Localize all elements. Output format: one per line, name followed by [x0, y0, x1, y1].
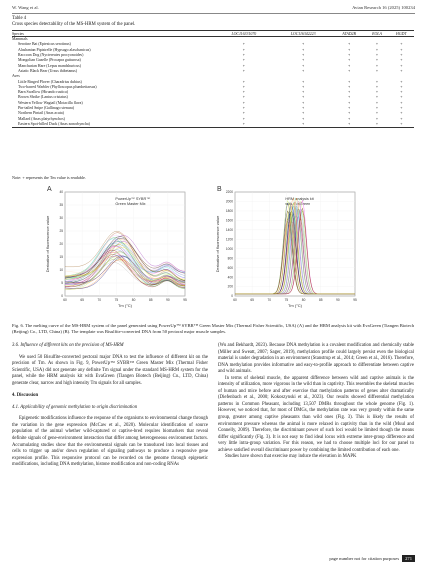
x-tick-label: 95: [183, 298, 187, 302]
detectability-cell: +: [347, 79, 351, 84]
running-header-authors: W. Wang et al.: [12, 5, 39, 10]
right-text-column: [218, 343, 414, 461]
detectability-cell: +: [400, 42, 403, 47]
detectability-cell: +: [242, 95, 245, 100]
species-name-cell: Manchurian Hare (Lepus mandshuricus): [18, 63, 81, 68]
panel-letter: A: [47, 186, 52, 193]
detectability-cell: +: [302, 68, 305, 73]
x-tick-label: 60: [63, 298, 67, 302]
detectability-cell: +: [375, 100, 379, 105]
table-caption: Cross species detectability of the MS-HRM system of the panel.: [12, 22, 136, 27]
page-footer: [329, 555, 415, 562]
detectability-cell: +: [273, 122, 332, 128]
detectability-cell: +: [347, 84, 351, 89]
detectability-cell: +: [242, 84, 245, 89]
paragraph: We used 50 Bisulfite-converted pectoral major DNA to test the influence of different kit on the precision of Tm. As shown in Fig. 9, PowerUp™ SYBR™ Green Master Mix (Thermal Fisher Scientific, USA) did not generate any definite Tm signal under the standard MS-HRM system for the panel, while the HRM analysis kit with EvaGreen (Tiangen Biotech (Beijing) Co., LTD, China) generate clear, narrow and high intensity Tm signals for all samples.: [12, 354, 208, 386]
y-tick-label: 0: [61, 294, 63, 299]
x-tick-label: 60: [233, 298, 237, 302]
y-tick-label: 2000: [225, 199, 233, 204]
detectability-cell: +: [375, 79, 379, 84]
detectability-cell: +: [242, 116, 245, 121]
page-number: 271: [402, 555, 415, 562]
detectability-cell: +: [400, 53, 403, 58]
left-text-column: [12, 343, 208, 469]
header-rule: [12, 13, 415, 14]
detectability-cell: +: [347, 95, 351, 100]
detectability-cell: +: [375, 47, 379, 52]
species-name-cell: Asiatic Black Bear (Ursus thibetanus): [18, 68, 77, 73]
legend-text: with EvaGreen: [285, 202, 311, 206]
table-header-cell: HGDT: [389, 31, 414, 37]
table-group-label: Mammals: [12, 37, 28, 42]
detectability-cell: +: [347, 116, 351, 121]
paragraph: (Wu and Bekhardt, 2023). Because DNA methylation is a covalent modification and chemically stable (Miller and Sweatt, 2007; Sager, 2019), methylation profile could largely persist even the biological material is under degradation in an environment (Stanstrup et al., 2014; Green et al., 2016). Therefore, DNA methylation provides informative and easy-to-profile approach to differentiate between captive and wild animals.: [218, 343, 414, 375]
detectability-cell: +: [302, 95, 305, 100]
y-tick-label: 2200: [225, 190, 233, 195]
species-name-cell: Mallard (Anas platyrhynchos): [18, 116, 65, 121]
x-tick-label: 70: [267, 298, 272, 302]
detectability-cell: +: [375, 111, 379, 116]
y-axis-label: Derivative of fluorescence value: [45, 215, 50, 273]
x-tick-label: 90: [336, 298, 340, 302]
detectability-cell: +: [347, 90, 351, 95]
detectability-cell: +: [375, 106, 379, 111]
x-tick-label: 85: [318, 298, 323, 302]
panel-letter: B: [217, 186, 222, 193]
y-tick-label: 10: [59, 268, 63, 273]
legend-text: PowerUp™ SYBR™: [115, 197, 151, 201]
detectability-cell: +: [242, 63, 245, 68]
paragraph: Studies have shown that exercise may induce the elevation in MAPK: [225, 454, 357, 460]
detectability-cell: +: [400, 58, 403, 63]
detectability-cell: +: [347, 58, 351, 63]
x-axis-label: Tm (°C): [117, 303, 133, 308]
detectability-cell: +: [400, 116, 403, 121]
detectability-cell: +: [375, 116, 379, 121]
melting-curve-figure: [45, 186, 385, 321]
detectability-cell: +: [302, 47, 305, 52]
detectability-cell: +: [347, 63, 351, 68]
detectability-cell: +: [347, 53, 351, 58]
detectability-cell: +: [375, 58, 379, 63]
section-heading-4-1: 4.1. Applicability of genomic methylation to origin discrimination: [12, 404, 138, 410]
y-tick-label: 15: [59, 255, 63, 260]
species-name-cell: Two-barred Warbler (Phylloscopus plumbeitarsus): [18, 84, 97, 89]
table-number: Table 4: [12, 16, 27, 21]
x-axis-label: Tm (°C): [287, 303, 303, 308]
y-axis-label: Derivative of fluorescence value: [215, 215, 220, 273]
species-name-cell: Alashanian Pipistrelle (Hypsugo alaschanicus): [18, 47, 91, 52]
x-tick-label: 80: [301, 298, 306, 302]
detectability-cell: +: [400, 47, 403, 52]
y-tick-label: 1000: [225, 246, 233, 251]
table-header-cell: ATAD2B: [333, 31, 366, 37]
y-tick-label: 1800: [225, 209, 233, 214]
detectability-cell: +: [400, 106, 403, 111]
detectability-cell: +: [302, 53, 305, 58]
detectability-cell: +: [389, 122, 414, 128]
detectability-cell: +: [375, 68, 379, 73]
running-header-journal: Avian Research 16 (2025) 100234: [352, 5, 415, 10]
x-tick-label: 90: [166, 298, 170, 302]
x-tick-label: 65: [80, 298, 84, 302]
detectability-cell: +: [214, 122, 273, 128]
y-tick-label: 1400: [225, 228, 233, 233]
y-tick-label: 20: [59, 242, 63, 247]
detectability-cell: +: [365, 122, 388, 128]
detectability-cell: +: [302, 84, 305, 89]
table-row: [12, 122, 414, 128]
detectability-cell: +: [242, 47, 245, 52]
species-name-cell: Barn Swallow (Hirundo rustica): [18, 90, 69, 95]
table-header-cell: Species: [12, 31, 214, 37]
detectability-cell: +: [242, 90, 245, 95]
y-tick-label: 30: [59, 216, 63, 221]
detectability-cell: +: [242, 106, 245, 111]
detectability-cell: +: [302, 100, 305, 105]
section-heading-3-6: 3.6. Influence of different kits on the precision of MS-HRM: [12, 343, 124, 348]
detectability-cell: +: [302, 58, 305, 63]
paragraph: Epigenetic modifications influence the response of the organisms to environmental change through the variation in the gene expression (McCaw et al., 2020). Molecular identification of source population of the animal whether wild-captured or captive-bred requires biomarkers that reveal definite signals of gene-environment interaction that differ among heterogeneous environment factors. Accumulating studies show that the environmental signals can be transduced into local tissues and cells to trigger up and/or down regulation of signaling pathways to produce a responsive gene expression profile. This responsive protocol can be recorded on the genome through epigenetic modifications, including DNA methylation, histone modification and non-coding RNAs: [12, 416, 208, 468]
table-title: [12, 16, 135, 28]
legend-text: HRM analysis kit: [285, 197, 314, 201]
detectability-cell: +: [242, 53, 245, 58]
paragraph: In terms of skeletal muscle, the apparent difference between wild and captive animals is the intensity of utilization, more vigorous in the wild than in captivity. This resembles the skeletal muscles of human and mice before and after exercise that methylation patterns of genes alter dramatically (Diefenbach et al., 2000; Kokoszynski et al., 2023). Our results showed differential methylation patterns in Common Pheasant, including 13,507 DMRs throughout the whole genome (Fig. 1). However, we noticed that, for most of DMGs, the methylation rate was very greatly within the same group, greater among captive pheasants than wild ones (Fig. 3). This is likely the results of environment pressure whereas the animal is more relaxed in captivity than in the wild (Muul and Connelly, 2009). Therefore, the discriminant power of such loci would be limited though the means differ significantly (Fig. 3). It is not easy to find ideal locus with extreme inter-group difference and very little intra-group variation. For this reason, we had to choose multiple loci for our panel to achieve satisfied overall discriminant power by combining the limited contribution of each one.: [218, 375, 414, 453]
species-name-cell: Northern Pintail (Anas acuta): [18, 111, 64, 116]
detectability-cell: +: [347, 111, 351, 116]
x-tick-label: 70: [97, 298, 102, 302]
detectability-cell: +: [302, 79, 305, 84]
detectability-cell: +: [242, 111, 245, 116]
detectability-cell: +: [242, 68, 245, 73]
detectability-cell: +: [375, 63, 379, 68]
y-tick-label: 0: [231, 294, 233, 299]
detectability-cell: +: [302, 63, 305, 68]
y-tick-label: 200: [227, 284, 233, 289]
detectability-cell: +: [375, 53, 379, 58]
species-table: [12, 30, 414, 128]
detectability-cell: +: [302, 111, 305, 116]
y-tick-label: 600: [227, 265, 233, 270]
detectability-cell: +: [347, 47, 351, 52]
table-header-cell: LOC116342223: [273, 31, 332, 37]
detectability-cell: +: [400, 63, 403, 68]
detectability-cell: +: [302, 106, 305, 111]
detectability-cell: +: [400, 100, 403, 105]
species-name-cell: Brown Shrike (Lanius cristatus): [18, 95, 68, 100]
table-group-label: Aves: [12, 74, 20, 79]
species-name-cell: Raccoon Dog (Nyctereutes procyonoides): [18, 53, 84, 58]
y-tick-label: 40: [59, 190, 63, 195]
table-header-cell: LOC116331070: [214, 31, 273, 37]
x-tick-label: 85: [148, 298, 153, 302]
detectability-cell: +: [347, 42, 351, 47]
detectability-cell: +: [400, 95, 403, 100]
detectability-cell: +: [375, 42, 379, 47]
y-tick-label: 1200: [225, 237, 233, 242]
x-tick-label: 75: [114, 298, 119, 302]
detectability-cell: +: [242, 58, 245, 63]
detectability-cell: +: [375, 95, 379, 100]
y-tick-label: 400: [227, 275, 233, 280]
table-header-cell: EOLA: [365, 31, 388, 37]
detectability-cell: +: [242, 100, 245, 105]
figure-6: [45, 186, 385, 326]
species-name-cell: Mongolian Gazelle (Procapra gutturosa): [18, 58, 81, 63]
x-tick-label: 75: [284, 298, 289, 302]
y-tick-label: 25: [59, 229, 63, 234]
detectability-cell: +: [400, 84, 403, 89]
species-name-cell: Western Yellow Wagtail (Motacilla flava): [18, 100, 83, 105]
y-tick-label: 35: [59, 203, 63, 208]
detectability-cell: +: [347, 106, 351, 111]
y-tick-label: 1600: [225, 218, 233, 223]
detectability-cell: +: [400, 90, 403, 95]
x-tick-label: 80: [131, 298, 136, 302]
detectability-cell: +: [242, 79, 245, 84]
species-name-cell: Little Ringed Plover (Charadrius dubius): [18, 79, 82, 84]
detectability-cell: +: [400, 79, 403, 84]
detectability-cell: +: [375, 90, 379, 95]
footer-note: page number not for citation purposes: [329, 556, 400, 561]
detectability-cell: +: [302, 42, 305, 47]
detectability-cell: +: [302, 90, 305, 95]
x-tick-label: 95: [353, 298, 357, 302]
section-heading-4: 4. Discussion: [12, 393, 39, 399]
x-tick-label: 65: [250, 298, 254, 302]
species-name-cell: Serotine Bat (Eptesicus serotinus): [18, 42, 71, 47]
detectability-cell: +: [302, 116, 305, 121]
y-tick-label: 800: [227, 256, 233, 261]
legend-text: Green Master Mix: [115, 202, 146, 206]
detectability-cell: +: [347, 100, 351, 105]
species-name-cell: Pin-tailed Snipe (Gallinago stenura): [18, 106, 75, 111]
table-note: Note: + represents the Tm value is readable.: [12, 175, 86, 180]
detectability-cell: +: [347, 68, 351, 73]
table-body: [12, 37, 414, 128]
species-name-cell: Eastern Spot-billed Duck (Anas zonorhyncha): [12, 122, 214, 128]
detectability-cell: +: [400, 68, 403, 73]
figure-caption: Fig. 6. The melting curve of the MS-HRM system of the panel generated using PowerUp™ SYBR™ Green Master Mix (Thermal Fisher Scientific, USA) (A) and the HRM analysis kit with EvaGreen (Tiangen Biotech (Beijing) Co., LTD, China) (B). The template was Bisulfite-converted DNA from 50 pectoral major muscle samples.: [12, 323, 414, 335]
detectability-cell: +: [375, 84, 379, 89]
y-tick-label: 5: [61, 281, 63, 286]
detectability-cell: +: [333, 122, 366, 128]
detectability-cell: +: [242, 42, 245, 47]
detectability-cell: +: [400, 111, 403, 116]
